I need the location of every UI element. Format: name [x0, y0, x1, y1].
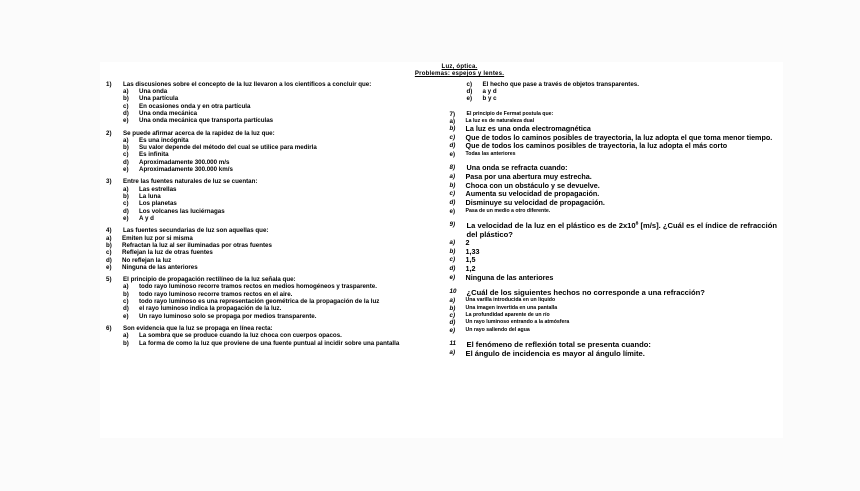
option-marker: c): [123, 298, 129, 306]
option-marker: a): [123, 136, 129, 144]
option-marker: e): [123, 312, 129, 320]
option-marker: b): [449, 181, 456, 189]
question-text: Entre las fuentes naturales de luz se cuentan:: [123, 178, 258, 186]
exponent: 8: [635, 221, 639, 227]
option-marker: c): [449, 312, 456, 320]
option-text: La luz es una onda electromagnética: [465, 124, 591, 134]
question-marker: 11: [449, 340, 456, 348]
option-item[interactable]: [123, 283, 432, 290]
option-text: 1,33: [465, 246, 480, 256]
question-marker: 4): [106, 227, 112, 235]
option-text: Choca con un obstáculo y se devuelve.: [465, 180, 600, 190]
option-text: La profundidad aparente de un río: [465, 312, 550, 319]
option-text: Una partícula: [139, 95, 179, 103]
option-item[interactable]: [123, 313, 432, 320]
option-item[interactable]: [123, 215, 432, 222]
option-text: Todas las anteriores: [465, 151, 516, 158]
document-title-line-1: Luz, óptica.: [441, 63, 478, 70]
question-block: [106, 325, 432, 332]
option-marker: e): [449, 273, 456, 281]
option-text: Es una incógnita: [139, 136, 189, 144]
left-column: [106, 81, 442, 359]
question-text: Una onda se refracta cuando:: [466, 163, 568, 173]
right-column: [442, 81, 778, 359]
question-marker: 1): [106, 80, 112, 88]
option-item[interactable]: [450, 327, 778, 334]
option-text: Un rayo luminoso entrando a la atmósfera: [465, 319, 570, 326]
option-text: A y d: [139, 214, 154, 222]
question-block: [450, 288, 778, 297]
option-text: todo rayo luminoso recorre tramos rectos en el aire.: [139, 290, 293, 298]
spacer: [450, 103, 778, 111]
option-text: Aproximadamente 300.000 m/s: [139, 158, 230, 166]
option-marker: d): [123, 207, 129, 215]
option-list: [450, 173, 778, 215]
option-text: Refractan la luz al ser iluminadas por otras fuentes: [122, 241, 272, 249]
option-text: Que de todos lo caminos posibles de trayectoria, la luz adopta el que toma menor tiempo.: [465, 132, 773, 142]
option-text: Emiten luz por si misma: [122, 234, 193, 242]
option-item[interactable]: [450, 256, 778, 265]
option-text: Ninguna de las anteriores: [122, 263, 198, 271]
question-text-part-2: [m/s]. ¿Cuál es el índice de refracción del plástico?: [466, 220, 778, 240]
option-text: Aumenta su velocidad de propagación.: [465, 189, 600, 199]
option-item[interactable]: [123, 208, 432, 215]
option-item[interactable]: [123, 151, 432, 158]
continued-option-list: [450, 81, 778, 103]
option-item[interactable]: [123, 305, 432, 312]
option-text: La sombra que se produce cuando la luz choca con cuerpos opacos.: [139, 332, 342, 340]
option-text: Una varilla introducida en un líquido: [465, 297, 556, 304]
option-list: [450, 349, 778, 358]
option-text: Los planetas: [139, 200, 177, 208]
option-list: [106, 332, 432, 347]
option-list: [106, 88, 432, 125]
option-text: El ángulo de incidencia es mayor al ángulo límite.: [465, 349, 645, 359]
option-marker: c): [449, 190, 456, 198]
option-text: No reflejan la luz: [122, 256, 172, 264]
page-surround-bottom: [0, 438, 860, 491]
option-marker: d): [449, 319, 456, 327]
option-item[interactable]: [123, 137, 432, 144]
question-text: Se puede afirmar acerca de la rapidez de la luz que:: [123, 129, 275, 137]
option-item[interactable]: [123, 159, 432, 166]
option-marker: e): [449, 326, 456, 334]
document-title-line-2: Problemas: espejos y lentes.: [414, 69, 505, 77]
option-item[interactable]: [450, 151, 778, 158]
option-item[interactable]: [467, 95, 778, 102]
option-marker: b): [123, 193, 129, 200]
option-marker: e): [449, 207, 456, 215]
option-text: 1,2: [465, 264, 476, 274]
option-marker: a): [449, 117, 456, 125]
option-text: El hecho que pase a través de objetos transparentes.: [482, 80, 639, 88]
option-marker: c): [123, 102, 129, 110]
option-text: Un rayo luminoso solo se propaga por medios transparente.: [139, 312, 317, 320]
option-item[interactable]: [123, 291, 432, 298]
question-marker: 9): [449, 220, 456, 228]
option-marker: a): [449, 173, 456, 181]
question-text: Son evidencia que la luz se propaga en línea recta:: [123, 325, 273, 332]
option-marker: b): [123, 290, 129, 298]
option-list: [450, 118, 778, 159]
option-item[interactable]: [123, 186, 432, 193]
option-text: La luz es de naturaleza dual: [465, 117, 535, 124]
option-text: Un rayo saliendo del agua: [465, 326, 530, 333]
option-text: Su valor depende del método del cual se utilice para medirla: [139, 144, 317, 152]
option-marker: d): [449, 198, 456, 206]
question-text: Las discusiones sobre el concepto de la luz llevaron a los científicos a concluir que:: [123, 80, 372, 88]
option-marker: e): [466, 95, 473, 103]
option-marker: d): [466, 87, 473, 95]
option-text: La luna: [139, 193, 161, 200]
option-marker: d): [449, 142, 456, 150]
question-marker: 3): [106, 178, 112, 186]
question-text-part-1: La velocidad de la luz en el plástico es de 2x10: [466, 220, 636, 230]
option-text: Una onda: [139, 87, 168, 95]
option-item[interactable]: [450, 142, 778, 151]
question-text: El principio de Fermat postula que:: [466, 110, 554, 117]
option-text: a y d: [482, 87, 497, 95]
option-marker: a): [449, 297, 456, 305]
option-text: 2: [465, 238, 470, 248]
option-text: todo rayo luminoso recorre tramos rectos en medios homogéneos y trasparente.: [139, 283, 377, 291]
option-marker: a): [449, 349, 456, 357]
option-marker: c): [449, 133, 456, 141]
option-list: [106, 137, 432, 174]
option-item[interactable]: [467, 81, 778, 88]
option-item[interactable]: [123, 332, 432, 339]
option-item[interactable]: [450, 305, 778, 312]
option-item[interactable]: [123, 103, 432, 110]
option-item[interactable]: [123, 193, 432, 200]
option-text: Aproximadamente 300.000 km/s: [139, 166, 233, 174]
option-text: b y c: [482, 95, 497, 103]
question-block: [450, 221, 778, 239]
option-item[interactable]: [106, 242, 432, 249]
option-item[interactable]: [450, 349, 778, 358]
option-marker: e): [123, 166, 129, 174]
option-item[interactable]: [123, 340, 432, 347]
option-list: [106, 186, 432, 223]
option-marker: e): [106, 263, 112, 271]
option-marker: a): [123, 87, 129, 95]
question-block: [106, 81, 432, 88]
option-text: Pasa por una abertura muy estrecha.: [465, 172, 592, 182]
option-marker: e): [123, 214, 129, 222]
option-item[interactable]: [450, 199, 778, 208]
option-item[interactable]: [123, 88, 432, 95]
option-text: Una onda mecánica que transporta partículas: [139, 117, 274, 125]
option-item[interactable]: [123, 144, 432, 151]
option-marker: c): [123, 200, 129, 208]
question-marker: 8): [449, 164, 456, 172]
option-text: Una imagen invertida en una pantalla: [465, 304, 558, 311]
option-list: [450, 239, 778, 282]
option-marker: b): [449, 125, 456, 133]
option-text: Disminuye su velocidad de propagación.: [465, 197, 605, 207]
option-item[interactable]: [106, 264, 432, 271]
option-text: En ocasiones onda y en otra partícula: [139, 102, 251, 110]
option-text: Los volcanes las luciérnagas: [139, 207, 225, 215]
option-text: Que de todos los caminos posibles de trayectoria, la luz adopta el más corto: [465, 141, 728, 151]
question-text: [467, 221, 778, 239]
option-item[interactable]: [450, 208, 778, 215]
option-marker: a): [449, 239, 456, 247]
question-block: [106, 276, 432, 283]
option-marker: a): [123, 283, 129, 291]
option-marker: c): [449, 256, 456, 264]
question-text: El principio de propagación rectilíneo de la luz señala que:: [123, 276, 296, 284]
question-marker: 10: [449, 288, 457, 296]
question-marker: 2): [106, 129, 112, 137]
option-marker: e): [123, 117, 129, 125]
option-text: Las estrellas: [139, 185, 177, 193]
option-text: Reflejan la luz de otras fuentes: [122, 249, 213, 257]
option-marker: a): [123, 185, 129, 193]
option-item[interactable]: [123, 298, 432, 305]
option-list: [106, 283, 432, 320]
option-marker: a): [106, 234, 112, 242]
option-item[interactable]: [123, 117, 432, 124]
option-item[interactable]: [123, 110, 432, 117]
option-marker: d): [106, 256, 112, 264]
option-item[interactable]: [450, 312, 778, 319]
two-column-body: [100, 78, 783, 359]
question-text: ¿Cuál de los siguientes hechos no corresponde a una refracción?: [466, 288, 705, 298]
option-marker: d): [123, 109, 129, 117]
option-item[interactable]: [106, 257, 432, 264]
question-marker: 7): [449, 110, 456, 118]
question-block: [106, 130, 432, 137]
option-text: Es infinita: [139, 151, 169, 159]
option-marker: c): [466, 80, 473, 88]
option-item[interactable]: [450, 297, 778, 304]
option-text: todo rayo luminoso es una representación geométrica de la propagación de la luz: [139, 298, 380, 306]
question-block: [106, 227, 432, 234]
option-marker: c): [123, 151, 129, 159]
option-marker: a): [123, 332, 129, 340]
option-item[interactable]: [123, 95, 432, 102]
option-marker: d): [449, 265, 456, 273]
option-list: [450, 297, 778, 334]
question-marker: 5): [106, 276, 112, 284]
option-item[interactable]: [106, 235, 432, 242]
option-item[interactable]: [123, 166, 432, 173]
option-marker: d): [123, 305, 129, 313]
option-item[interactable]: [450, 239, 778, 248]
question-block: [106, 178, 432, 185]
document-sheet: [100, 62, 783, 438]
option-marker: b): [123, 339, 129, 347]
question-block: [450, 340, 778, 349]
question-text: El fenómeno de reflexión total se presenta cuando:: [466, 340, 651, 350]
page-surround-top: [0, 0, 860, 62]
option-marker: d): [123, 158, 129, 166]
option-text: La forma de como la luz que proviene de una fuente puntual al incidir sobre una pantalla: [139, 339, 400, 347]
option-marker: b): [449, 304, 456, 312]
page-surround-left: [0, 62, 100, 438]
option-marker: b): [123, 144, 129, 152]
option-text: Ninguna de las anteriores: [465, 272, 554, 282]
option-item[interactable]: [450, 319, 778, 326]
option-text: Pasa de un medio a otro diferente.: [465, 207, 551, 214]
option-item[interactable]: [467, 88, 778, 95]
question-text: Las fuentes secundarias de luz son aquellas que:: [123, 227, 269, 235]
question-marker: 6): [106, 325, 112, 332]
option-list: [106, 235, 432, 272]
option-text: el rayo luminoso indica la propagación de la luz.: [139, 305, 282, 313]
option-marker: e): [449, 151, 456, 159]
page-surround-right: [783, 62, 860, 438]
document-title-block: [100, 62, 783, 78]
question-block: [450, 111, 778, 118]
option-item[interactable]: [106, 249, 432, 256]
option-marker: b): [123, 95, 129, 103]
option-item[interactable]: [450, 248, 778, 257]
option-marker: c): [106, 249, 112, 257]
option-item[interactable]: [123, 200, 432, 207]
option-text: 1,5: [465, 255, 476, 265]
option-marker: b): [449, 247, 456, 255]
option-marker: b): [106, 241, 112, 249]
option-text: Una onda mecánica: [139, 109, 198, 117]
option-item[interactable]: [450, 274, 778, 283]
